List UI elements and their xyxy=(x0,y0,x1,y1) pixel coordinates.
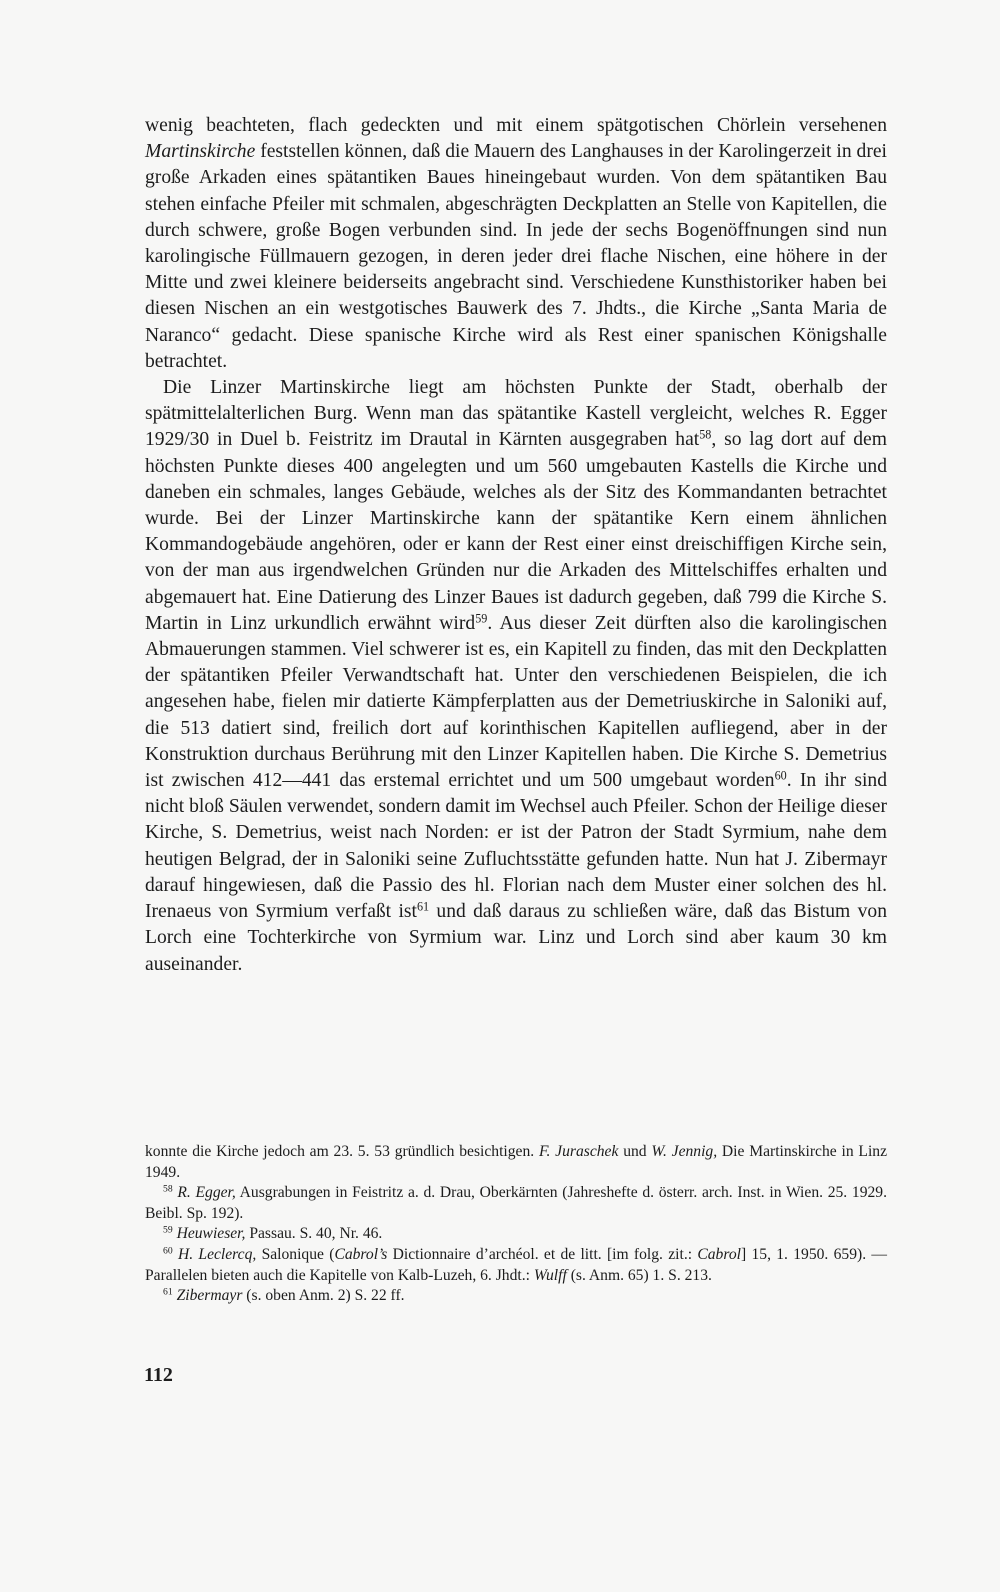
text-run: wenig beachteten, flach gedeckten und mit einem spätgotischen Chörlein versehenen xyxy=(145,115,887,136)
main-text xyxy=(145,113,887,978)
page-number: 112 xyxy=(144,1364,173,1386)
italic-term: Martinskirche xyxy=(145,141,256,163)
author-name: W. Jennig, xyxy=(651,1143,718,1160)
author-name: F. Juraschek xyxy=(538,1143,619,1160)
text-run: (s. oben Anm. 2) S. 22 ff. xyxy=(242,1287,405,1305)
text-run: Dictionnaire d’archéol. et de litt. [im folg. zit.: xyxy=(387,1245,698,1263)
footnote-61 xyxy=(145,1286,887,1307)
author-name: Heuwieser, xyxy=(176,1225,246,1243)
paragraph-2 xyxy=(145,375,887,978)
footnote-number: 58 xyxy=(163,1183,173,1195)
footnote-ref-59: 59 xyxy=(475,611,488,626)
text-run: Salonique ( xyxy=(256,1245,335,1263)
paragraph-1 xyxy=(145,113,887,375)
text-run: Die Linzer Martinskirche liegt am höchsten Punkte der Stadt, oberhalb der spätmittelalterlichen Burg. Wenn man das spätantike Kastell vergleicht, welches R. Egger 1929/30 in Duel b. Feistritz im Drautal in Kärnten ausgegraben hat xyxy=(145,377,887,451)
footnote-number: 60 xyxy=(163,1245,173,1257)
author-name: R. Egger, xyxy=(177,1184,236,1202)
footnote-60 xyxy=(145,1245,887,1286)
text-run: und xyxy=(618,1143,652,1160)
footnote-ref-60: 60 xyxy=(774,768,787,783)
text-run: ] 15, 1. 1950. 659). — Parallelen bieten auch die Kapitelle von Kalb-Luzeh, 6. Jhdt.: xyxy=(145,1245,887,1284)
footnote-number: 61 xyxy=(163,1286,173,1298)
footnote-ref-61: 61 xyxy=(416,899,430,914)
italic-term: Cabrol xyxy=(697,1245,741,1263)
text-run: . In ihr sind nicht bloß Säulen verwendet, sondern damit im Wechsel auch Pfeiler. Schon der Heilige dieser Kirche, S. Demetrius, weist nach Norden: er ist der Patron der Stadt Syrmium, nahe dem heutigen Belgrad, der in Saloniki seine Zufluchtsstätte gefunden hatte. Nun hat J. Zibermayr darauf hingewiesen, daß die Passio des hl. Florian nach dem Muster einer solchen des hl. Irenaeus von Syrmium verfaßt ist xyxy=(145,770,887,923)
text-run: feststellen können, daß die Mauern des Langhauses in der Karolingerzeit in drei große Arkaden eines spätantiken Baues hineingebaut wurden. Von dem spätantiken Bau stehen einfache Pfeiler mit schmalen, abgeschrägten Deckplatten an Stelle von Kapitellen, die durch schwere, große Bogen verbunden sind. In jede der sechs Bogenöffnungen sind nun karolingische Füllmauern gezogen, in deren jeder drei flache Nischen, eine höhere in der Mitte und zwei kleinere beiderseits angebracht sind. Verschiedene Kunsthistoriker haben bei diesen Nischen an ein westgotisches Bauwerk des 7. Jhdts., die Kirche „Santa Maria de Naranco“ gedacht. Diese spanische Kirche wird als Rest einer spanischen Königshalle betrachtet. xyxy=(145,141,887,372)
footnote-58 xyxy=(145,1183,887,1224)
text-run: , so lag dort auf dem höchsten Punkte dieses 400 angelegten und um 560 umgebauten Kastells die Kirche und daneben ein schmales, langes Gebäude, welches als der Sitz des Kommandanten betrachtet wurde. Bei der Linzer Martinskirche kann der spätantike Kern einem ähnlichen Kommandogebäude angehören, oder er kann der Rest einer einst dreischiffigen Kirche sein, von der man aus irgendwelchen Gründen nur die Arkaden des Mittelschiffes erhalten und abgemauert hat. Eine Datierung des Linzer Baues ist dadurch gegeben, daß 799 die Kirche S. Martin in Linz urkundlich erwähnt wird xyxy=(145,429,887,634)
italic-term: Cabrol’s xyxy=(334,1245,388,1263)
text-run: konnte die Kirche jedoch am 23. 5. 53 gründlich besichtigen. xyxy=(145,1143,539,1160)
footnote-continued xyxy=(145,1142,887,1183)
footnote-59 xyxy=(145,1224,887,1245)
text-run: Passau. S. 40, Nr. 46. xyxy=(245,1225,383,1243)
author-name: H. Leclercq, xyxy=(177,1245,257,1263)
text-run: und daß daraus zu schließen wäre, daß das Bistum von Lorch eine Tochterkirche von Syrmium war. Linz und Lorch sind aber kaum 30 km auseinander. xyxy=(145,901,887,975)
footnote-number: 59 xyxy=(163,1225,173,1237)
text-run: Die Martinskirche in Linz 1949. xyxy=(145,1143,887,1181)
author-name: Wulff xyxy=(533,1266,567,1284)
footnotes xyxy=(145,1142,887,1307)
text-run: Ausgrabungen in Feistritz a. d. Drau, Oberkärnten (Jahreshefte d. österr. arch. Inst. in Wien. 25. 1929. Beibl. Sp. 192). xyxy=(145,1184,888,1222)
text-run: (s. Anm. 65) 1. S. 213. xyxy=(566,1266,712,1284)
author-name: Zibermayr xyxy=(176,1287,243,1305)
footnote-ref-58: 58 xyxy=(699,427,712,442)
text-run: . Aus dieser Zeit dürften also die karolingischen Abmauerungen stammen. Viel schwerer ist es, ein Kapitell zu finden, das mit den Deckplatten der spätantiken Pfeiler Verwandtschaft hat. Unter den verschiedenen Beispielen, die ich angesehen habe, fielen mir datierte Kämpferplatten aus der Demetriuskirche in Saloniki auf, die 513 datiert sind, freilich dort auf korinthischen Kapitellen aufliegend, aber in der Konstruktion durchaus Berührung mit den Linzer Kapitellen haben. Die Kirche S. Demetrius ist zwischen 412—441 das erstemal errichtet und um 500 umgebaut worden xyxy=(145,612,887,792)
